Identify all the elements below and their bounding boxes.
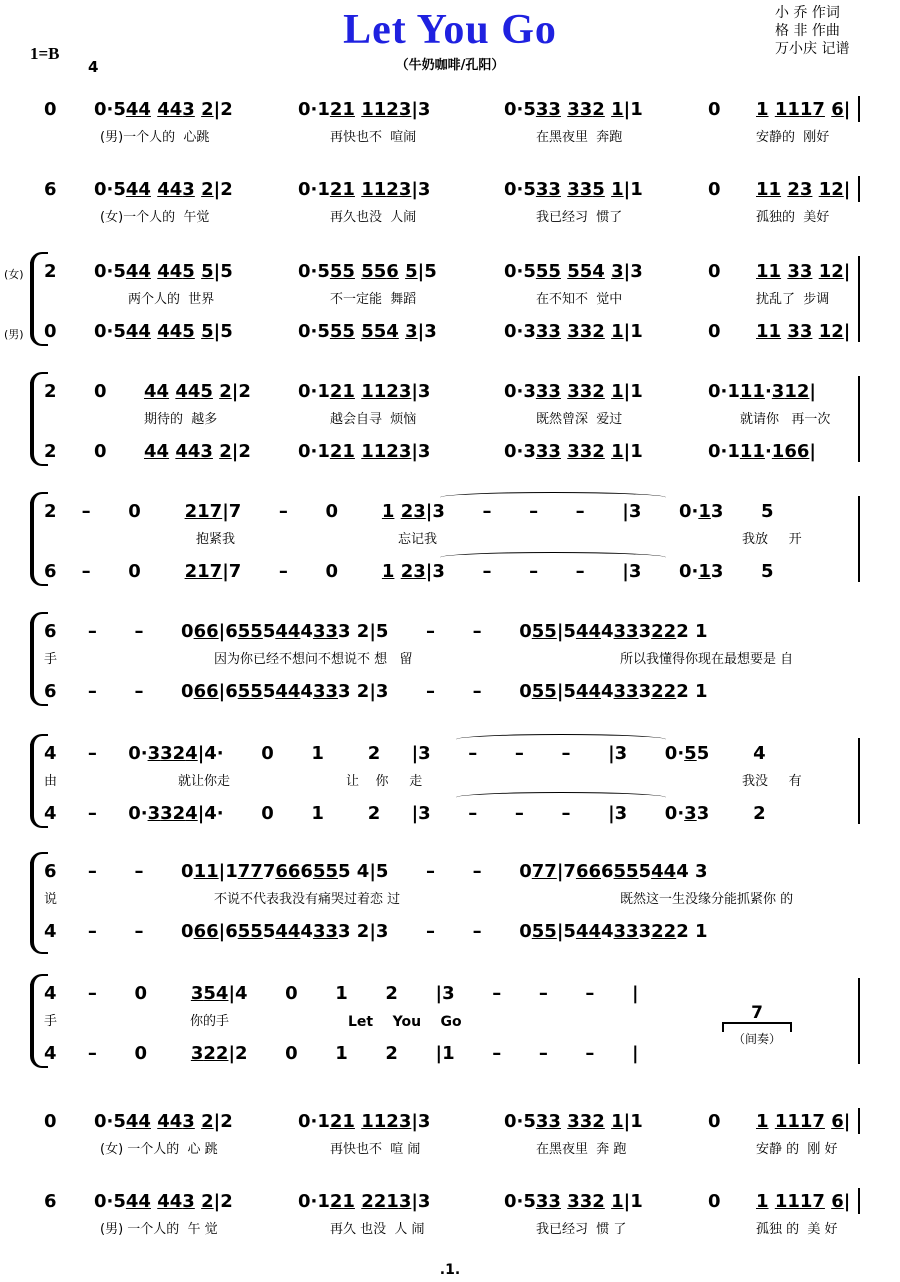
system-brace — [30, 862, 42, 942]
time-signature: 4 — [88, 58, 99, 76]
notation: 0·121 1123|3 — [298, 381, 431, 402]
lyric: 再快也不 喧 闹 — [330, 1142, 421, 1157]
interlude-bars: 7 — [751, 1003, 763, 1023]
lyric: 在黑夜里 奔跑 — [536, 130, 623, 145]
notation: 0 — [708, 1111, 721, 1132]
song-subtitle: （牛奶咖啡/孔阳） — [395, 58, 505, 73]
notation: 0·121 1123|3 — [298, 441, 431, 462]
notation: 0 — [94, 441, 107, 462]
voice-label-male: (男) — [4, 328, 24, 341]
notation: 2 — [44, 441, 57, 462]
lyric: (男)一个人的 心跳 — [100, 130, 210, 145]
interlude-marker — [722, 1003, 792, 1047]
notation: 44 443 2|2 — [144, 441, 251, 462]
lyric: (女)一个人的 午觉 — [100, 210, 210, 225]
notation: 2 — [44, 381, 57, 402]
notation: 0·555 554 3|3 — [298, 321, 437, 342]
barline — [858, 96, 860, 122]
notation: 0·111·166| — [708, 441, 816, 462]
barline — [858, 176, 860, 202]
notation: 0 — [708, 261, 721, 282]
lyric: 因为你已经不想问不想说不 想 留 — [214, 652, 413, 667]
barline — [858, 496, 860, 582]
notation: 6 – – 066|6555444333 2|3 – – 055|5444333222 1 — [44, 681, 708, 702]
lyric: 安静 的 刚 好 — [756, 1142, 838, 1157]
notation: 6 – – 066|6555444333 2|5 – – 055|5444333222 1 — [44, 621, 708, 642]
notation: 0·533 332 1|1 — [504, 1191, 643, 1212]
barline — [858, 738, 860, 824]
lyric: 再快也不 喧闹 — [330, 130, 417, 145]
page-number: .1. — [439, 1262, 461, 1278]
notation: 11 23 12| — [756, 179, 851, 200]
key-signature: 1=B — [30, 44, 60, 63]
lyric: 我放 开 — [742, 532, 802, 547]
system-brace — [30, 262, 42, 334]
notation: 4 – 0 354|4 0 1 2 |3 – – – | — [44, 983, 639, 1004]
lyric: 两个人的 世界 — [128, 292, 215, 307]
notation: 0 — [94, 381, 107, 402]
barline — [858, 256, 860, 342]
lyric: 我已经习 惯了 — [536, 210, 623, 225]
notation: 0·544 445 5|5 — [94, 261, 233, 282]
system-brace — [30, 984, 42, 1056]
interlude-label: （间奏） — [732, 1032, 781, 1046]
notation: 0·544 445 5|5 — [94, 321, 233, 342]
notation: 1 1117 6| — [756, 1191, 851, 1212]
notation: 0 — [44, 99, 57, 120]
notation: 0·121 1123|3 — [298, 99, 431, 120]
notation: 6 — [44, 1191, 57, 1212]
notation: 6 – – 011|1777666555 4|5 – – 077|7666555444 3 — [44, 861, 708, 882]
lyric: 既然这一生没缘分能抓紧你 的 — [620, 892, 794, 907]
notation: 0·121 1123|3 — [298, 179, 431, 200]
notation: 4 – 0 322|2 0 1 2 |1 – – – | — [44, 1043, 639, 1064]
lyric: 我没 有 — [742, 774, 802, 789]
notation: 0·533 332 1|1 — [504, 1111, 643, 1132]
lyric: 不一定能 舞蹈 — [330, 292, 417, 307]
lyric: 期待的 越多 — [144, 412, 218, 427]
notation: 1 1117 6| — [756, 1111, 851, 1132]
lyric: (男) 一个人的 午 觉 — [100, 1222, 218, 1237]
lyric: 再久也没 人闹 — [330, 210, 417, 225]
song-title: Let You Go — [343, 7, 557, 53]
notation: 0·121 2213|3 — [298, 1191, 431, 1212]
notation: 0 — [708, 99, 721, 120]
notation: 0·533 335 1|1 — [504, 179, 643, 200]
lyric: 抱紧我 — [196, 532, 236, 547]
notation: 0 — [708, 179, 721, 200]
lyric: 我已经习 惯 了 — [536, 1222, 627, 1237]
lyric: Let You Go — [348, 1014, 462, 1030]
lyric: 在黑夜里 奔 跑 — [536, 1142, 627, 1157]
notation: 0·555 554 3|3 — [504, 261, 643, 282]
notation: 0·544 443 2|2 — [94, 99, 233, 120]
notation: 4 – 0·3324|4· 0 1 2 |3 – – – |3 0·55 4 — [44, 743, 766, 764]
notation: 0·111·312| — [708, 381, 816, 402]
lyric: 再久 也没 人 闹 — [330, 1222, 425, 1237]
lyric: (女) 一个人的 心 跳 — [100, 1142, 218, 1157]
notation: 6 – 0 217|7 – 0 1 23|3 – – – |3 0·13 5 — [44, 561, 774, 582]
notation: 2 — [44, 261, 57, 282]
lyric: 手 — [44, 652, 58, 667]
notation: 0·121 1123|3 — [298, 1111, 431, 1132]
notation: 0·533 332 1|1 — [504, 99, 643, 120]
credit-composer: 格 非 作曲 — [775, 23, 840, 39]
notation: 2 – 0 217|7 – 0 1 23|3 – – – |3 0·13 5 — [44, 501, 774, 522]
voice-label-female: (女) — [4, 268, 24, 281]
system-brace — [30, 622, 42, 694]
notation: 0·555 556 5|5 — [298, 261, 437, 282]
notation: 44 445 2|2 — [144, 381, 251, 402]
credit-lyricist: 小 乔 作词 — [775, 5, 840, 21]
lyric: 由 — [44, 774, 58, 789]
system-brace — [30, 382, 42, 454]
lyric: 忘记我 — [398, 532, 438, 547]
notation: 0·333 332 1|1 — [504, 441, 643, 462]
barline — [858, 376, 860, 462]
system-brace — [30, 744, 42, 816]
barline — [858, 1108, 860, 1134]
notation: 0·544 443 2|2 — [94, 179, 233, 200]
credit-transcriber: 万小庆 记谱 — [775, 41, 850, 57]
lyric: 安静的 刚好 — [756, 130, 830, 145]
lyric: 你的手 — [190, 1014, 230, 1029]
lyric: 扰乱了 步调 — [756, 292, 830, 307]
lyric: 越会自寻 烦恼 — [330, 412, 417, 427]
lyric: 孤独 的 美 好 — [756, 1222, 838, 1237]
lyric: 不说不代表我没有痛哭过着恋 过 — [214, 892, 401, 907]
notation: 11 33 12| — [756, 321, 851, 342]
notation: 1 1117 6| — [756, 99, 851, 120]
lyric: 就让你走 — [178, 774, 231, 789]
notation: 0 — [44, 321, 57, 342]
tie-arc — [456, 792, 666, 803]
system-brace — [30, 502, 42, 574]
lyric: 让 你 走 — [346, 774, 423, 789]
lyric: 孤独的 美好 — [756, 210, 830, 225]
notation: 0 — [708, 1191, 721, 1212]
system-brace — [30, 942, 48, 954]
notation: 0·333 332 1|1 — [504, 321, 643, 342]
notation: 0·544 443 2|2 — [94, 1111, 233, 1132]
barline — [858, 978, 860, 1064]
lyric: 就请你 再一次 — [740, 412, 831, 427]
barline — [858, 1188, 860, 1214]
notation: 4 – – 066|6555444333 2|3 – – 055|5444333222 1 — [44, 921, 708, 942]
notation: 0 — [708, 321, 721, 342]
notation: 0·544 443 2|2 — [94, 1191, 233, 1212]
notation: 4 – 0·3324|4· 0 1 2 |3 – – – |3 0·33 2 — [44, 803, 766, 824]
notation: 0 — [44, 1111, 57, 1132]
notation: 6 — [44, 179, 57, 200]
lyric: 说 — [44, 892, 58, 907]
lyric: 在不知不 觉中 — [536, 292, 623, 307]
lyric: 所以我懂得你现在最想要是 自 — [620, 652, 794, 667]
lyric: 既然曾深 爱过 — [536, 412, 623, 427]
notation: 0·333 332 1|1 — [504, 381, 643, 402]
notation: 11 33 12| — [756, 261, 851, 282]
lyric: 手 — [44, 1014, 58, 1029]
